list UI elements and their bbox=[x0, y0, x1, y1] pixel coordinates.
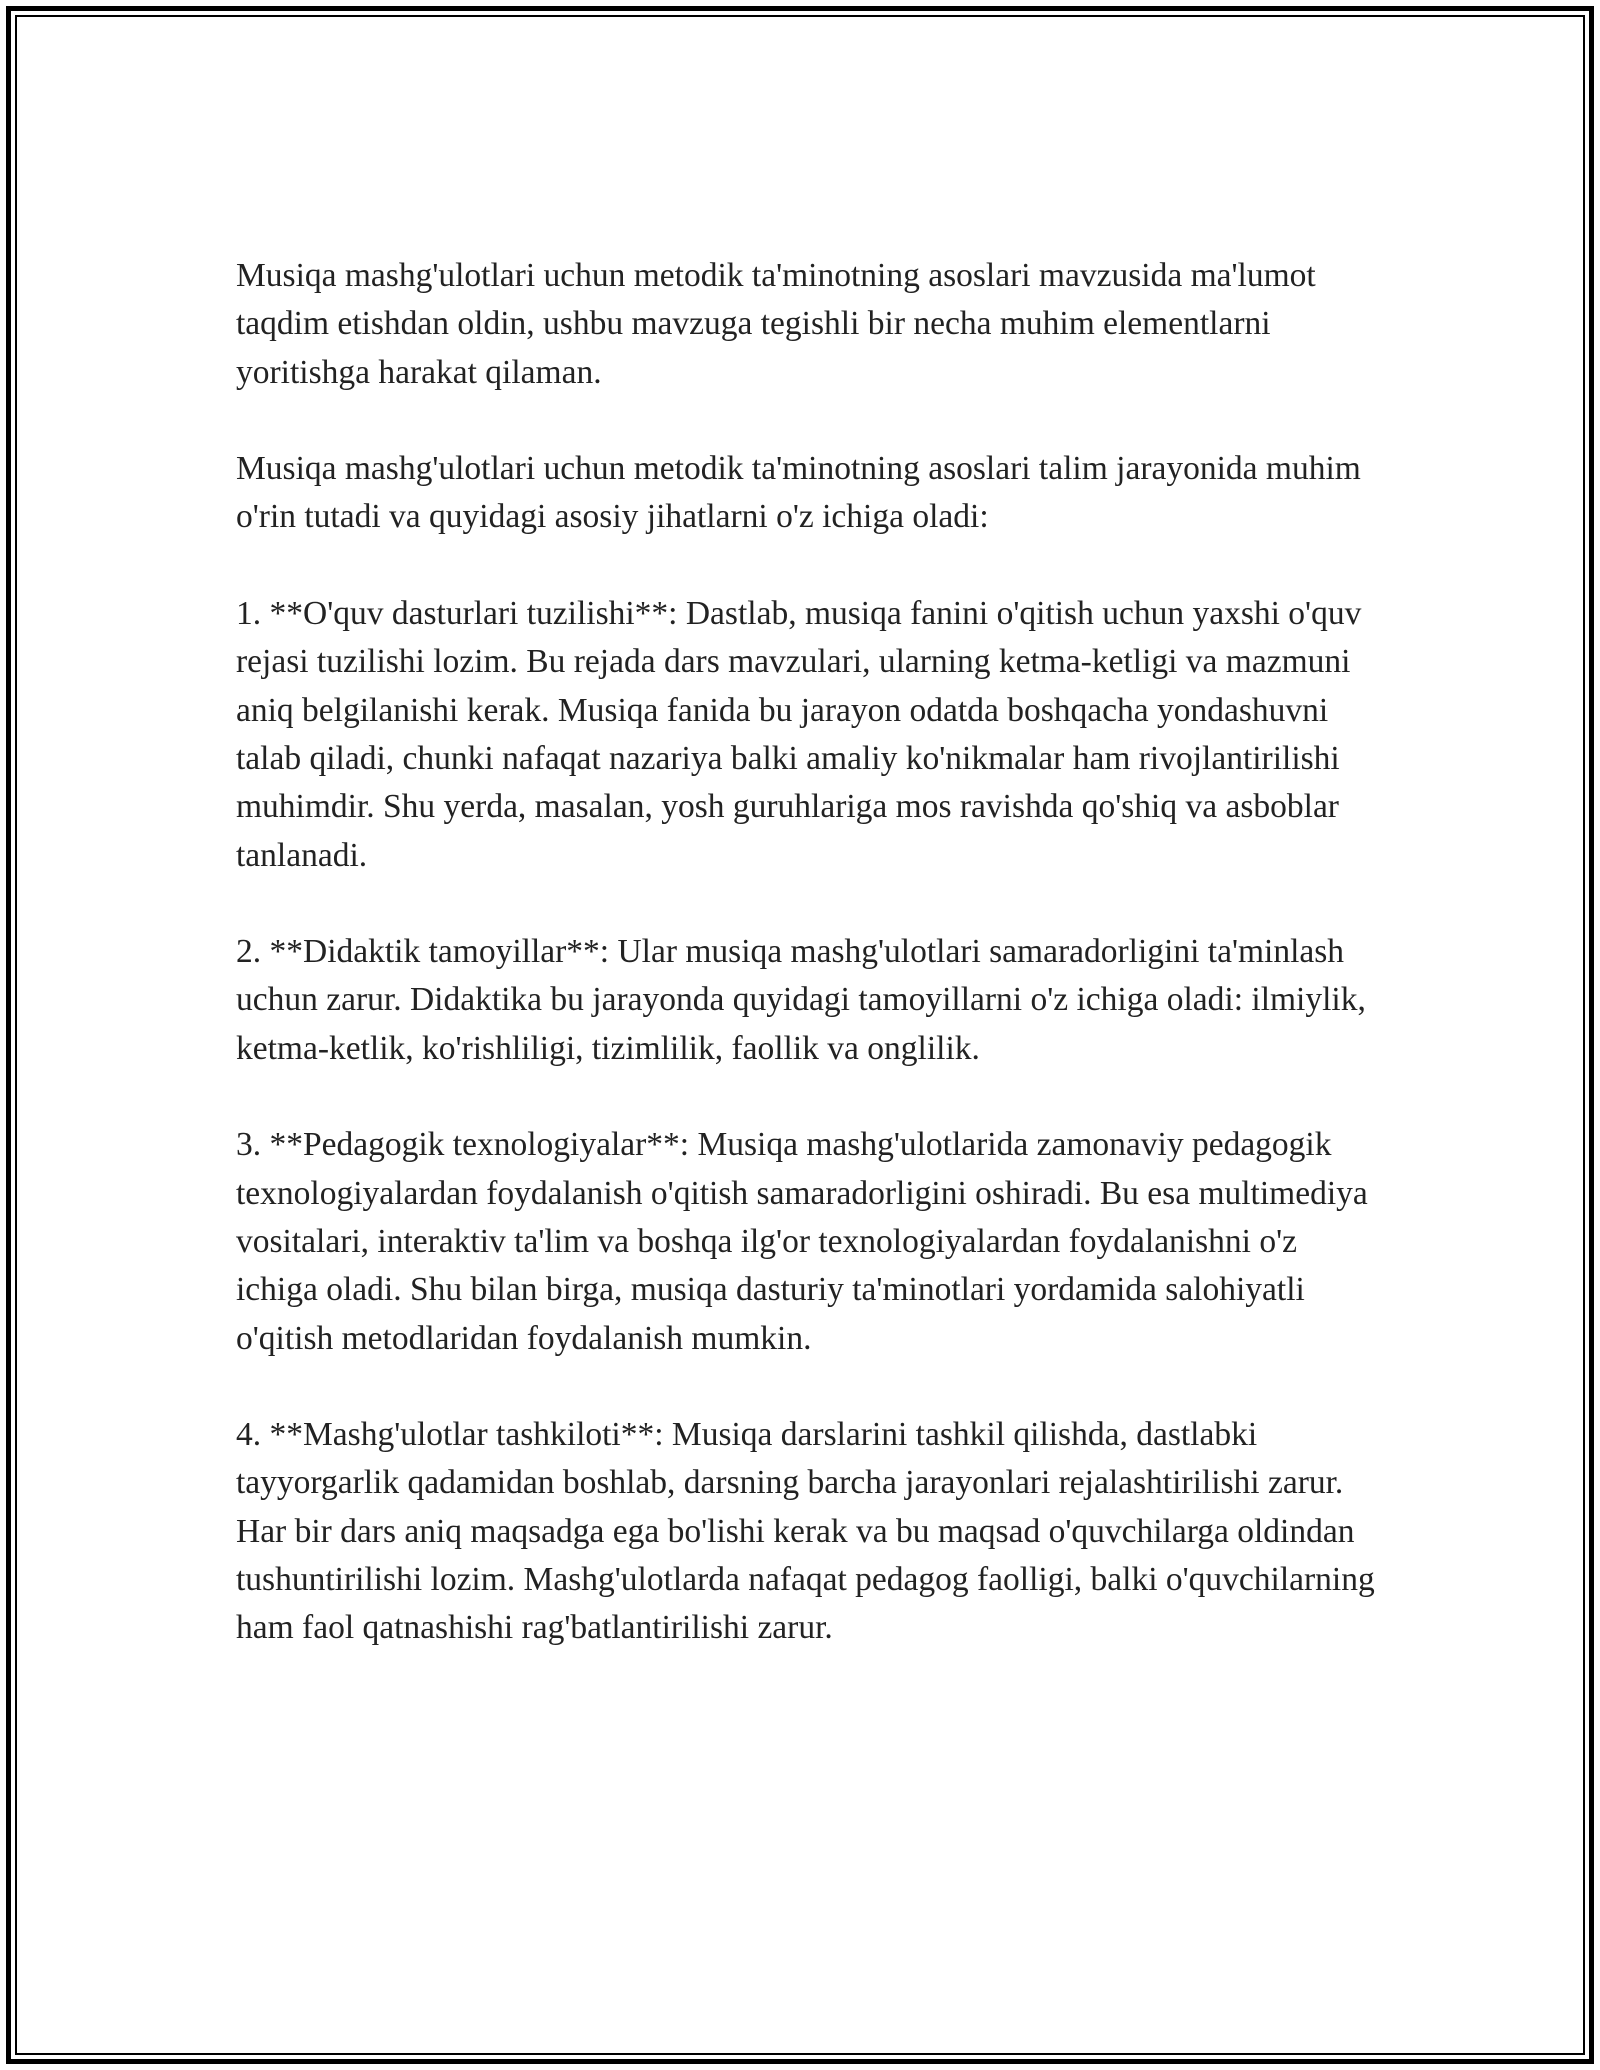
overview-paragraph: Musiqa mashg'ulotlari uchun metodik ta'minotning asoslari talim jarayonida muhim o'rin tutadi va quyidagi asosiy jihatlarni o'z ichiga oladi: bbox=[236, 450, 1361, 536]
intro-paragraph: Musiqa mashg'ulotlari uchun metodik ta'minotning asoslari mavzusida ma'lumot taqdim etishdan oldin, ushbu mavzuga tegishli bir necha muhim elementlarni yoritishga harakat qilaman. bbox=[236, 257, 1316, 391]
list-item-pedagogical-technologies: 3. **Pedagogik texnologiyalar**: Musiqa mashg'ulotlarida zamonaviy pedagogik texnologiyalardan foydalanish o'qitish samaradorligini oshiradi. Bu esa multimediya vositalari, interaktiv ta'lim va boshqa ilg'or texnologiyalardan foydalanishni o'z ichiga oladi. Shu bilan birga, musiqa dasturiy ta'minotlari yordamida salohiyatli o'qitish metodlaridan foydalanish mumkin. bbox=[236, 1126, 1368, 1357]
list-item-curriculum: 1. **O'quv dasturlari tuzilishi**: Dastlab, musiqa fanini o'qitish uchun yaxshi o'quv rejasi tuzilishi lozim. Bu rejada dars mavzulari, ularning ketma-ketligi va mazmuni aniq belgilanishi kerak. Musiqa fanida bu jarayon odatda boshqacha yondashuvni talab qiladi, chunki nafaqat nazariya balki amaliy ko'nikmalar ham rivojlantirilishi muhimdir. Shu yerda, masalan, yosh guruhlariga mos ravishda qo'shiq va asboblar tanlanadi. bbox=[236, 595, 1362, 874]
list-item-lesson-organization: 4. **Mashg'ulotlar tashkiloti**: Musiqa darslarini tashkil qilishda, dastlabki tayyorgarlik qadamidan boshlab, darsning barcha jarayonlari rejalashtirilishi zarur. Har bir dars aniq maqsadga ega bo'lishi kerak va bu maqsad o'quvchilarga oldindan tushuntirilishi lozim. Mashg'ulotlarda nafaqat pedagog faolligi, balki o'quvchilarning ham faol qatnashishi rag'batlantirilishi zarur. bbox=[236, 1416, 1375, 1647]
document-body bbox=[236, 252, 1386, 1701]
list-item-didactic-principles: 2. **Didaktik tamoyillar**: Ular musiqa mashg'ulotlari samaradorligini ta'minlash uchun zarur. Didaktika bu jarayonda quyidagi tamoyillarni o'z ichiga oladi: ilmiylik, ketma-ketlik, ko'rishliligi, tizimlilik, faollik va onglilik. bbox=[236, 933, 1366, 1067]
